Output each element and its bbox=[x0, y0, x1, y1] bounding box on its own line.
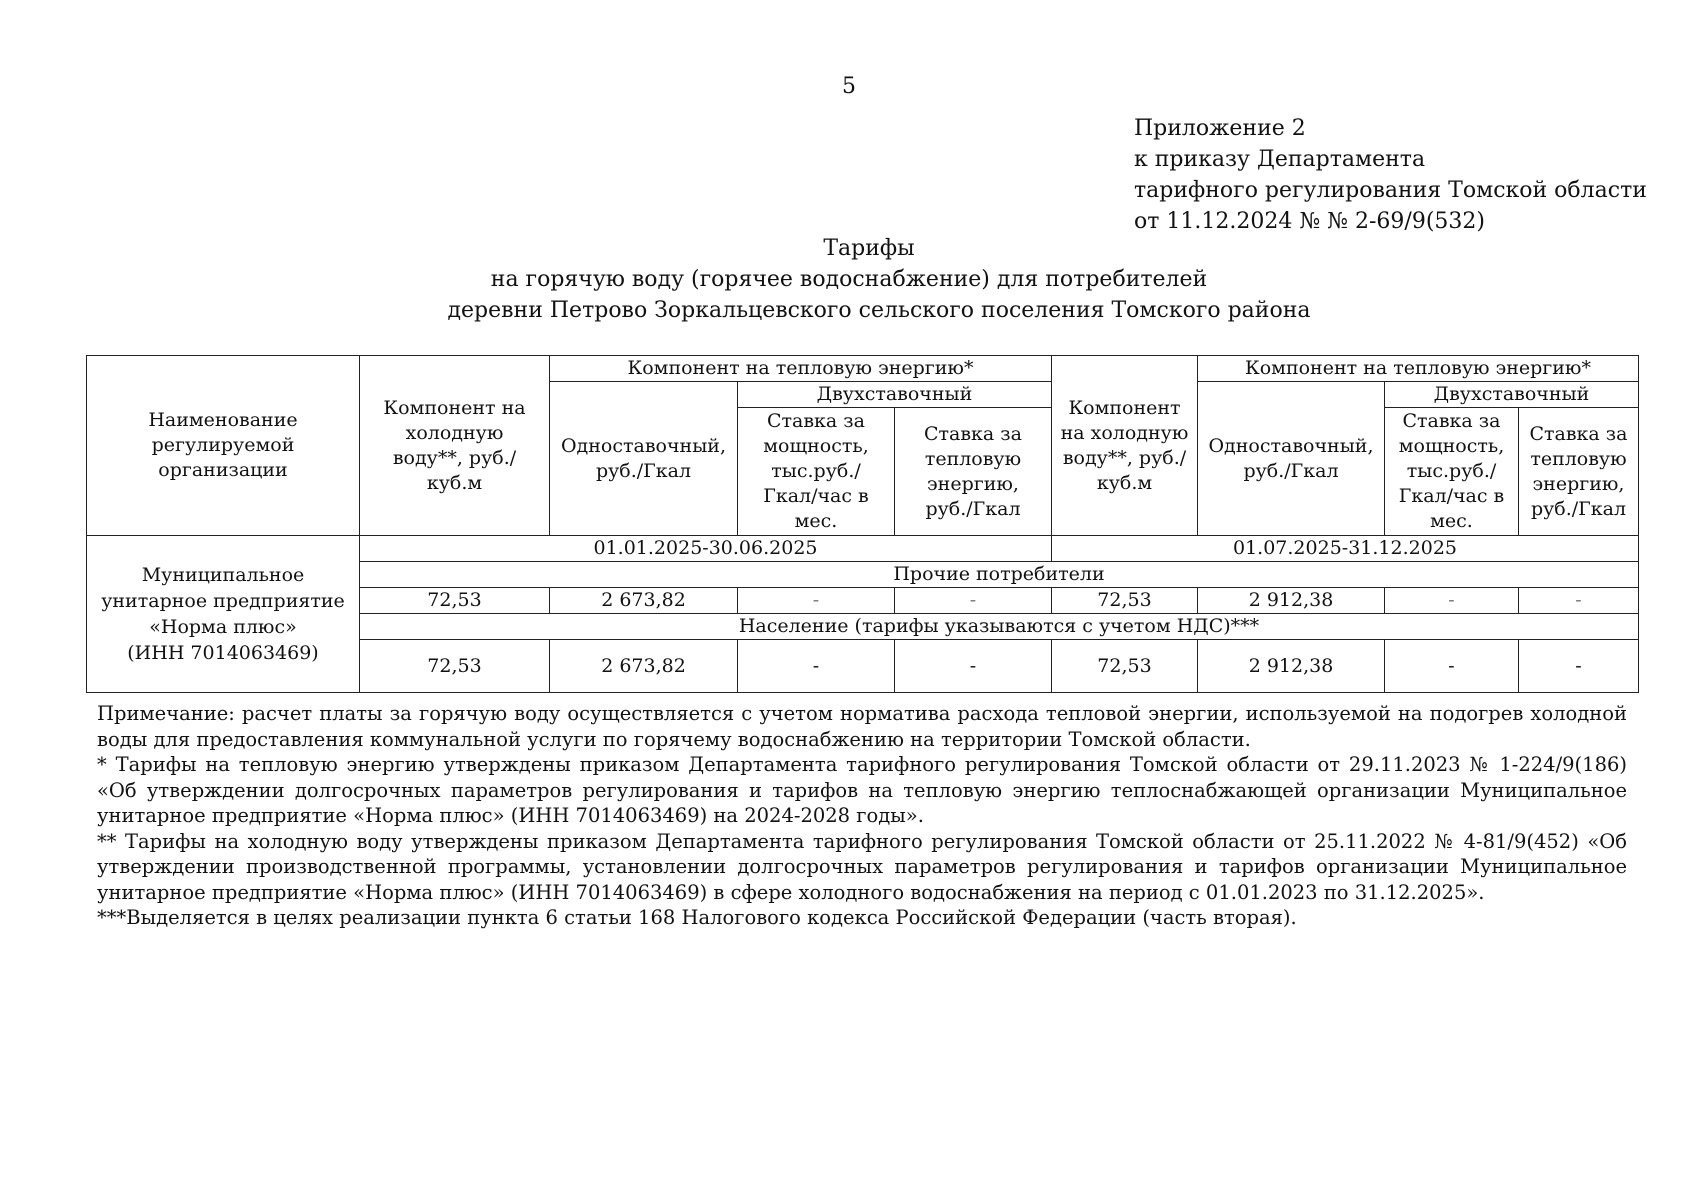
cell-cold-water-2: 72,53 bbox=[1052, 640, 1198, 693]
header-energy-rate-1: Ставка за тепловую энергию, руб./Гкал bbox=[895, 408, 1052, 536]
page-number: 5 bbox=[842, 74, 856, 99]
header-capacity-rate-1: Ставка за мощность, тыс.руб./ Гкал/час в мес. bbox=[738, 408, 895, 536]
cell-energy-rate-2: - bbox=[1519, 640, 1639, 693]
period-1: 01.01.2025-30.06.2025 bbox=[360, 536, 1052, 562]
header-org-name: Наименование регулируемой организации bbox=[87, 356, 360, 536]
cell-capacity-rate-2: - bbox=[1385, 640, 1519, 693]
cell-single-rate-1: 2 673,82 bbox=[550, 588, 738, 614]
header-heat-component-1: Компонент на тепловую энергию* bbox=[550, 356, 1052, 382]
header-energy-rate-2: Ставка за тепловую энергию, руб./Гкал bbox=[1519, 408, 1639, 536]
note-vat: ***Выделяется в целях реализации пункта 6 статьи 168 Налогового кодекса Российской Федерации (часть вторая). bbox=[97, 906, 1297, 929]
note-heat-tariff: * Тарифы на тепловую энергию утверждены приказом Департамента тарифного регулирования Томской области от 29.11.2023 № 1-224/9(186) «Об утверждении долгосрочных параметров регулирования и тарифов на тепловую энергию теплоснабжающей организации Муниципальное унитарное предприятие «Норма плюс» (ИНН 7014063469) на 2024-2028 годы». bbox=[97, 753, 1627, 827]
appendix-line-1: Приложение 2 bbox=[1134, 116, 1306, 141]
header-cold-water-1: Компонент на холодную воду**, руб./куб.м bbox=[360, 356, 550, 536]
cell-single-rate-1: 2 673,82 bbox=[550, 640, 738, 693]
header-two-rate-1: Двухставочный bbox=[738, 382, 1052, 408]
header-heat-component-2: Компонент на тепловую энергию* bbox=[1198, 356, 1639, 382]
group-other-consumers: Прочие потребители bbox=[360, 562, 1639, 588]
appendix-header bbox=[1134, 113, 1647, 237]
cell-single-rate-2: 2 912,38 bbox=[1198, 588, 1385, 614]
organization-cell bbox=[87, 536, 360, 693]
header-two-rate-2: Двухставочный bbox=[1385, 382, 1639, 408]
footnotes bbox=[97, 701, 1627, 931]
header-single-rate-2: Одноставочный, руб./Гкал bbox=[1198, 382, 1385, 536]
group-population: Население (тарифы указываются с учетом НДС)*** bbox=[360, 614, 1639, 640]
cell-single-rate-2: 2 912,38 bbox=[1198, 640, 1385, 693]
note-cold-water-tariff: ** Тарифы на холодную воду утверждены приказом Департамента тарифного регулирования Томской области от 25.11.2022 № 4-81/9(452) «Об утверждении производственной программы, установлении долгосрочных параметров регулирования и тарифов организации Муниципальное унитарное предприятие «Норма плюс» (ИНН 7014063469) в сфере холодного водоснабжения на период с 01.01.2023 по 31.12.2025». bbox=[97, 829, 1627, 904]
appendix-line-4: от 11.12.2024 № № 2-69/9(532) bbox=[1134, 209, 1485, 234]
org-line-1: Муниципальное bbox=[141, 564, 305, 586]
cell-cold-water-2: 72,53 bbox=[1052, 588, 1198, 614]
cell-energy-rate-1: - bbox=[895, 640, 1052, 693]
cell-cold-water-1: 72,53 bbox=[360, 588, 550, 614]
cell-capacity-rate-2: - bbox=[1385, 588, 1519, 614]
title-line-2: на горячую воду (горячее водоснабжение) для потребителей bbox=[490, 267, 1208, 292]
org-line-2: унитарное предприятие bbox=[101, 590, 345, 612]
title-line-3: деревни Петрово Зоркальцевского сельского поселения Томского района bbox=[447, 298, 1311, 323]
period-2: 01.07.2025-31.12.2025 bbox=[1052, 536, 1639, 562]
cell-energy-rate-2: - bbox=[1519, 588, 1639, 614]
header-capacity-rate-2: Ставка за мощность, тыс.руб./ Гкал/час в мес. bbox=[1385, 408, 1519, 536]
document-title bbox=[0, 233, 1698, 326]
appendix-line-2: к приказу Департамента bbox=[1134, 147, 1426, 172]
header-cold-water-2: Компонент на холодную воду**, руб./куб.м bbox=[1052, 356, 1198, 536]
note-general: Примечание: расчет платы за горячую воду осуществляется с учетом норматива расхода тепловой энергии, используемой на подогрев холодной воды для предоставления коммунальной услуги по горячему водоснабжению на территории Томской области. bbox=[97, 702, 1627, 751]
cell-capacity-rate-1: - bbox=[738, 588, 895, 614]
appendix-line-3: тарифного регулирования Томской области bbox=[1134, 178, 1647, 203]
title-line-1: Тарифы bbox=[823, 236, 915, 261]
header-single-rate-1: Одноставочный, руб./Гкал bbox=[550, 382, 738, 536]
org-line-4: (ИНН 7014063469) bbox=[127, 642, 319, 664]
org-line-3: «Норма плюс» bbox=[149, 616, 297, 638]
tariff-table bbox=[86, 355, 1639, 693]
cell-capacity-rate-1: - bbox=[738, 640, 895, 693]
cell-cold-water-1: 72,53 bbox=[360, 640, 550, 693]
cell-energy-rate-1: - bbox=[895, 588, 1052, 614]
